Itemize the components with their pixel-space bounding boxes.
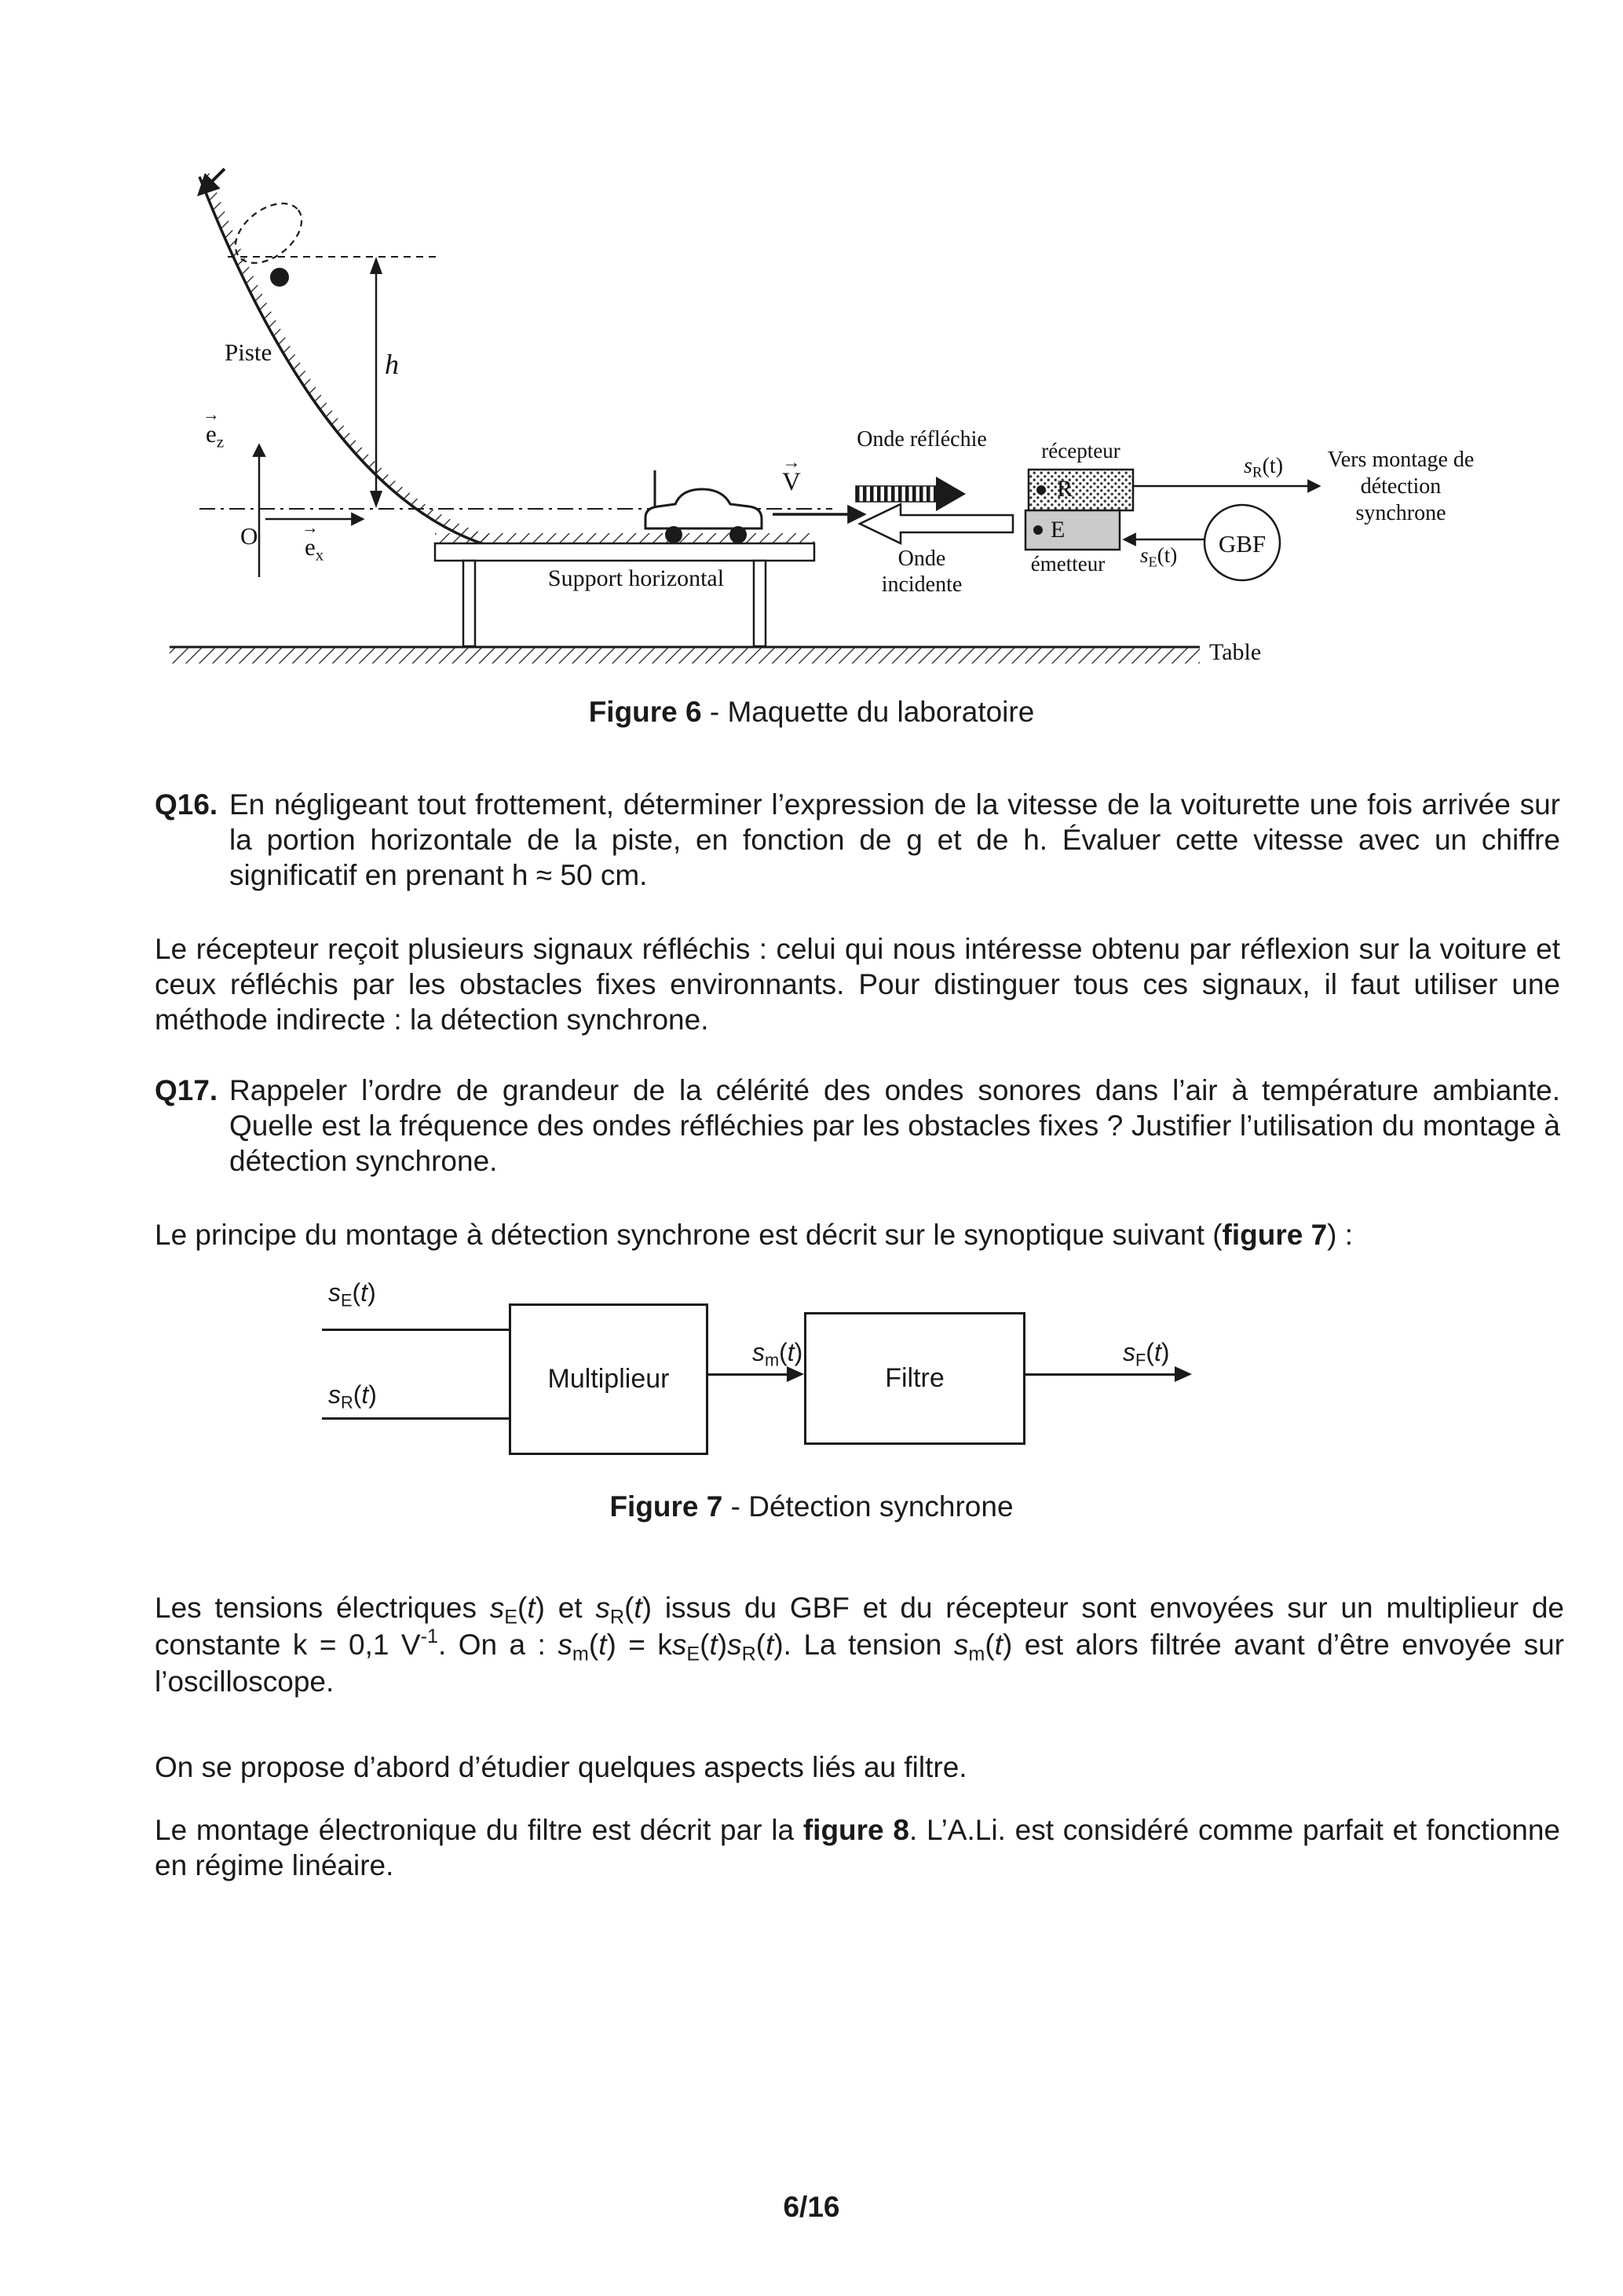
question-q16 [155, 787, 1560, 893]
table-leg-left [463, 561, 475, 646]
table-label: Table [1209, 639, 1262, 665]
figure7-caption: Figure 7 - Détection synchrone [609, 1490, 1014, 1523]
filter-box: Filtre [804, 1312, 1025, 1445]
reflected-wave-arrow [856, 477, 966, 511]
height-label: h [385, 349, 399, 380]
vers-montage-label: Vers montage de détection synchrone [1327, 448, 1475, 525]
sf-signal-label: $s_F(t)$ [1123, 1338, 1170, 1370]
sf-arrowhead [1175, 1366, 1192, 1382]
recepteur-label: récepteur [1041, 439, 1120, 462]
track-hatch [435, 533, 814, 543]
q17-label: Q17. [155, 1074, 218, 1106]
multiplier-box: Multiplieur [509, 1303, 708, 1455]
paragraph-propose: On se propose d’abord d’étudier quelques aspects liés au filtre. [155, 1751, 967, 1783]
paragraph-principe: Le principe du montage à détection synchrone est décrit sur le synoptique suivant (figure 7) : [155, 1219, 1354, 1251]
sm-arrowhead [787, 1366, 804, 1382]
tabletop [435, 543, 814, 561]
se-input-line [322, 1329, 509, 1331]
receiver-r-label: R [1057, 476, 1073, 502]
se-signal-label: $s_E(t)$ [328, 1278, 376, 1311]
paragraph-recepteur: Le récepteur reçoit plusieurs signaux réfléchis : celui qui nous intéresse obtenu par réflexion sur la voiture et ceux réfléchis par les obstacles fixes environnants. Pour distinguer tous ces signaux, il faut utiliser une méthode indirecte : la détection synchrone. [155, 933, 1560, 1036]
figure6-caption: Figure 6 - Maquette du laboratoire [588, 696, 1035, 728]
page-number: 6/16 [783, 2191, 840, 2223]
paragraph-tensions: Les tensions électriques $s_E(t)$ et $s_R(t)$ issus du GBF et du récepteur sont envoyées sur un multiplieur de constante k = 0,1 $V^{-1}$. On a : $s_m(t) = ks_E(t)s_R(t)$. La tension $s_m(t)$ est alors filtrée avant d’être envoyée sur l’oscilloscope. [155, 1592, 1565, 1698]
emitter-dot [1033, 525, 1043, 535]
sr-input-line [322, 1417, 509, 1420]
origin-label: O [240, 522, 258, 550]
onde-incidente-label: Onde incidente [881, 547, 963, 598]
sf-line [1025, 1373, 1176, 1376]
ez-axis-label: → $e_z$ [206, 420, 224, 449]
height-arrow-top [370, 257, 382, 274]
support-horizontal-label: Support horizontal [547, 565, 725, 591]
onde-reflechie-label: Onde réfléchie [857, 427, 987, 452]
paragraph-montage: Le montage électronique du filtre est décrit par la figure 8. L’A.Li. est considéré comme parfait et fonctionne en régime linéaire. [155, 1814, 1561, 1881]
figure6-diagram [149, 153, 1484, 695]
car [645, 470, 762, 543]
figure6 [149, 153, 1484, 699]
sm-line [708, 1373, 788, 1376]
ground-hatch [170, 647, 1200, 664]
q16-label: Q16. [155, 788, 218, 821]
gbf-label: GBF [1218, 530, 1267, 558]
emetteur-label: émetteur [1030, 552, 1106, 576]
figure7 [306, 1274, 1288, 1478]
sr-signal-label: $s_R(t)$ [1244, 454, 1284, 481]
receiver-dot [1036, 485, 1046, 495]
height-arrow-bottom [370, 491, 382, 508]
q16-text: En négligeant tout frottement, déterminer l’expression de la vitesse de la voiturette une fois arrivée sur la portion horizontale de la piste, en fonction de g et de h. Évaluer cette vitesse avec un chiffre significatif en prenant h ≈ 50 cm. [229, 788, 1560, 891]
ex-axis-label: → $e_x$ [305, 533, 324, 562]
sm-signal-label: $s_m(t)$ [752, 1338, 803, 1370]
question-q17 [155, 1073, 1560, 1179]
q17-text: Rappeler l’ordre de grandeur de la célérité des ondes sonores dans l’air à température ambiante. Quelle est la fréquence des ondes réfléchies par les obstacles fixes ? Justifier l’utilisation du montage à détection synchrone. [229, 1074, 1560, 1177]
se-signal-label: $s_E(t)$ [1140, 543, 1178, 570]
piste-label: Piste [225, 338, 272, 366]
sr-signal-label: $s_R(t)$ [328, 1380, 377, 1413]
velocity-label: → V [782, 467, 801, 498]
emitter-e-label: E [1051, 517, 1066, 543]
ball [270, 268, 289, 287]
